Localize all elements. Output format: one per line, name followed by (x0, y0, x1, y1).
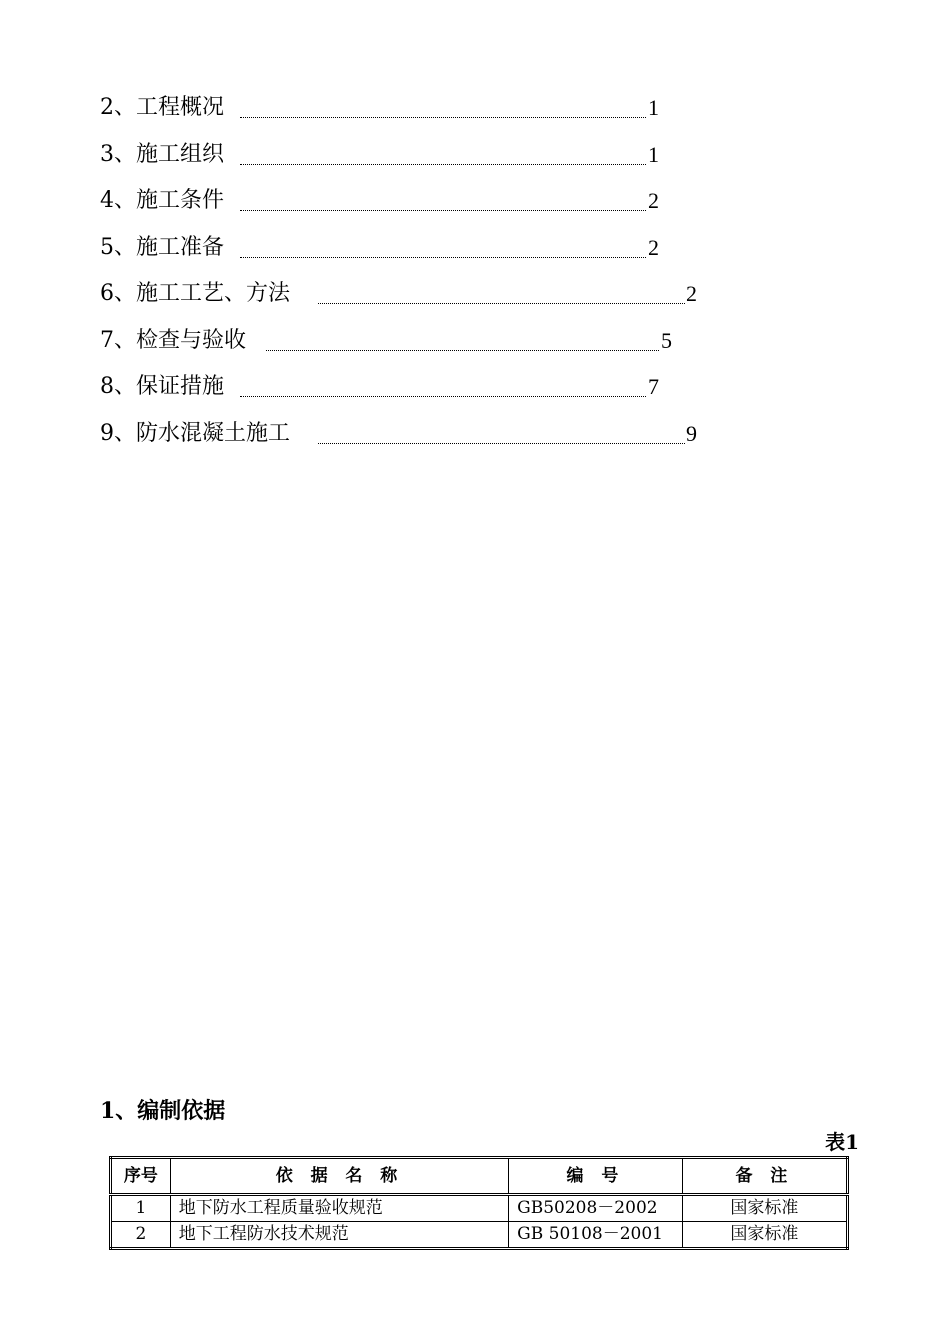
toc-leader-dots (318, 443, 685, 444)
cell-name: 地下工程防水技术规范 (170, 1222, 508, 1249)
toc-entry[interactable] (100, 412, 697, 459)
toc-entry-label: 8、保证措施 (100, 374, 224, 399)
cell-index: 2 (111, 1222, 171, 1249)
table-label: 表1 (825, 1130, 859, 1154)
header-code: 编 号 (509, 1158, 683, 1195)
toc-entry[interactable] (100, 179, 659, 226)
basis-table (109, 1156, 849, 1250)
toc-entry[interactable] (100, 226, 659, 273)
toc-leader-dots (318, 303, 685, 304)
table-header-row (111, 1158, 848, 1195)
cell-remark: 国家标准 (682, 1222, 847, 1249)
cell-index: 1 (111, 1195, 171, 1222)
header-name: 依 据 名 称 (170, 1158, 508, 1195)
toc-entry[interactable] (100, 365, 659, 412)
toc-entry-page: 7 (648, 374, 659, 399)
toc-leader-dots (240, 210, 646, 211)
toc-entry-label: 7、检查与验收 (100, 327, 246, 353)
toc-leader-dots (240, 164, 646, 165)
toc-entry-page: 2 (648, 188, 659, 213)
toc-entry-page: 2 (686, 281, 697, 306)
toc-entry[interactable] (100, 319, 672, 366)
header-remark: 备 注 (682, 1158, 847, 1195)
toc-entry[interactable] (100, 133, 659, 180)
table-row (111, 1222, 848, 1249)
toc-entry[interactable] (100, 86, 659, 133)
cell-remark: 国家标准 (682, 1195, 847, 1222)
toc-entry-page: 5 (661, 327, 672, 353)
cell-name: 地下防水工程质量验收规范 (170, 1195, 508, 1222)
toc-entry-page: 2 (648, 234, 659, 260)
cell-code: GB50208－2002 (509, 1195, 683, 1222)
toc-leader-dots (240, 117, 646, 118)
toc-leader-dots (240, 257, 646, 258)
toc-leader-dots (266, 350, 659, 351)
toc-entry-label: 3、施工组织 (100, 141, 224, 167)
toc-entry-label: 9、防水混凝土施工 (100, 420, 290, 446)
toc-entry-page: 9 (686, 420, 697, 446)
section-heading: 1、编制依据 (100, 1098, 226, 1124)
toc-entry-page: 1 (648, 95, 659, 120)
table-of-contents (100, 86, 697, 458)
toc-entry-label: 6、施工工艺、方法 (100, 281, 290, 306)
cell-code: GB 50108－2001 (509, 1222, 683, 1249)
toc-entry-page: 1 (648, 141, 659, 167)
toc-entry-label: 2、工程概况 (100, 95, 224, 120)
toc-entry[interactable] (100, 272, 697, 319)
header-index: 序号 (111, 1158, 171, 1195)
toc-entry-label: 4、施工条件 (100, 188, 224, 213)
table-row (111, 1195, 848, 1222)
toc-entry-label: 5、施工准备 (100, 234, 224, 260)
toc-leader-dots (240, 396, 646, 397)
